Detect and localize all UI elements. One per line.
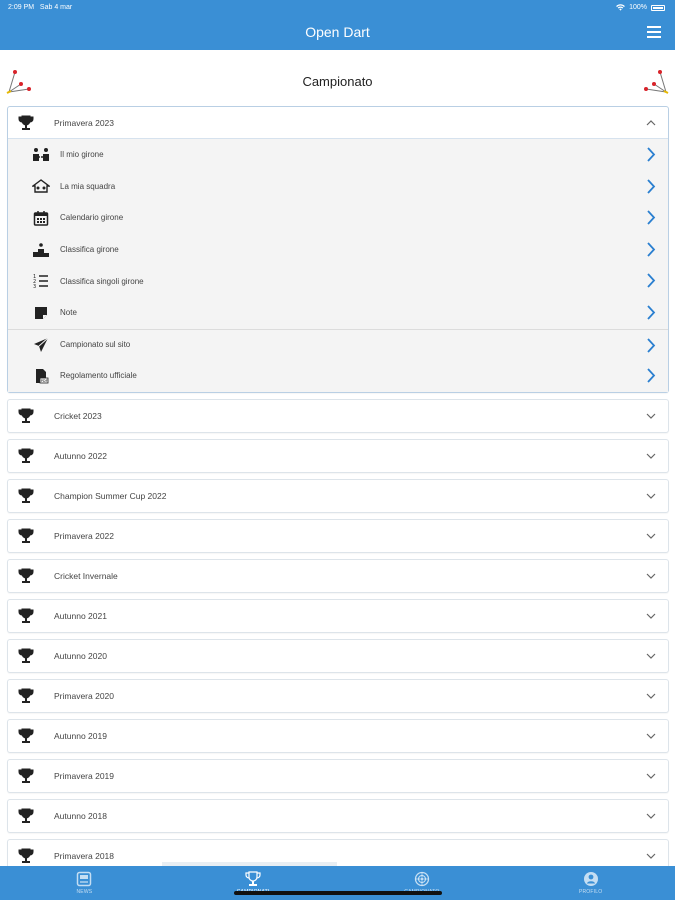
championship-label: Primavera 2023 bbox=[54, 117, 115, 128]
trophy-icon bbox=[17, 447, 35, 465]
submenu-label: Il mio girone bbox=[60, 150, 104, 160]
chevron-right-icon bbox=[646, 273, 656, 288]
trophy-icon bbox=[17, 727, 35, 745]
hamburger-menu-button[interactable] bbox=[647, 26, 661, 38]
championship-label: Champion Summer Cup 2022 bbox=[54, 490, 167, 501]
championship-header[interactable] bbox=[8, 400, 668, 432]
championship-card-expanded bbox=[7, 106, 669, 393]
chevron-right-icon bbox=[646, 210, 656, 225]
trophy-icon bbox=[245, 871, 261, 887]
championship-header[interactable] bbox=[8, 520, 668, 552]
chevron-down-icon bbox=[646, 851, 656, 861]
trophy-icon bbox=[17, 647, 35, 665]
page-header bbox=[0, 60, 675, 102]
championship-header[interactable] bbox=[8, 720, 668, 752]
team-icon bbox=[32, 177, 50, 195]
chevron-down-icon bbox=[646, 691, 656, 701]
home-indicator bbox=[234, 891, 442, 895]
championship-header[interactable] bbox=[8, 480, 668, 512]
submenu-label: Note bbox=[60, 308, 77, 318]
svg-text:PDF: PDF bbox=[40, 378, 48, 383]
chevron-down-icon bbox=[646, 771, 656, 781]
status-date: Sab 4 mar bbox=[39, 4, 73, 11]
note-icon bbox=[32, 304, 50, 322]
submenu-label: Calendario girone bbox=[60, 213, 124, 223]
championship-card bbox=[7, 439, 669, 473]
championship-header[interactable] bbox=[8, 680, 668, 712]
chevron-right-icon bbox=[646, 368, 656, 383]
trophy-icon bbox=[17, 407, 35, 425]
trophy-icon bbox=[17, 527, 35, 545]
tab-news[interactable] bbox=[0, 866, 169, 900]
chevron-down-icon bbox=[646, 811, 656, 821]
championship-label: Autunno 2019 bbox=[54, 730, 107, 741]
championship-card bbox=[7, 479, 669, 513]
submenu-label: Classifica singoli girone bbox=[60, 276, 144, 286]
championship-header[interactable] bbox=[8, 760, 668, 792]
chevron-up-icon bbox=[646, 118, 656, 128]
championship-card bbox=[7, 719, 669, 753]
send-icon bbox=[32, 336, 50, 354]
trophy-icon bbox=[17, 767, 35, 785]
app-title: Open Dart bbox=[305, 24, 370, 40]
chevron-down-icon bbox=[646, 611, 656, 621]
championship-card bbox=[7, 639, 669, 673]
championship-label: Primavera 2019 bbox=[54, 770, 115, 781]
submenu-item-note[interactable] bbox=[8, 297, 668, 329]
chevron-down-icon bbox=[646, 531, 656, 541]
submenu-item-il-mio-girone[interactable] bbox=[8, 139, 668, 171]
championship-label: Primavera 2018 bbox=[54, 850, 115, 861]
podium-icon bbox=[32, 241, 50, 259]
championship-label: Primavera 2022 bbox=[54, 530, 115, 541]
page-title: Campionato bbox=[302, 74, 373, 89]
chevron-right-icon bbox=[646, 242, 656, 257]
dartboard-icon bbox=[414, 871, 430, 887]
ordered-list-icon bbox=[32, 272, 50, 290]
chevron-down-icon bbox=[646, 651, 656, 661]
submenu-item-campionato-sul-sito[interactable] bbox=[8, 329, 668, 361]
championship-card bbox=[7, 399, 669, 433]
status-bar bbox=[0, 0, 675, 18]
status-time: 2:09 PM bbox=[8, 4, 35, 11]
chevron-right-icon bbox=[646, 305, 656, 320]
championship-label: Autunno 2020 bbox=[54, 650, 107, 661]
submenu-label: Classifica girone bbox=[60, 245, 119, 255]
tab-label: PROFILO bbox=[578, 889, 603, 895]
submenu-label: Campionato sul sito bbox=[60, 340, 131, 350]
championship-header[interactable] bbox=[8, 440, 668, 472]
tab-label: NEWS bbox=[76, 889, 93, 895]
chevron-right-icon bbox=[646, 179, 656, 194]
championship-label: Autunno 2018 bbox=[54, 810, 107, 821]
tab-profilo[interactable] bbox=[506, 866, 675, 900]
collapsed-championship-cards bbox=[7, 399, 669, 873]
submenu-label: Regolamento ufficiale bbox=[60, 371, 137, 381]
submenu-item-regolamento-ufficiale[interactable] bbox=[8, 360, 668, 392]
championship-header[interactable] bbox=[8, 560, 668, 592]
championship-label: Primavera 2020 bbox=[54, 690, 115, 701]
profile-icon bbox=[583, 871, 599, 887]
trophy-icon bbox=[17, 687, 35, 705]
trophy-icon bbox=[17, 487, 35, 505]
submenu-item-calendario-girone[interactable] bbox=[8, 202, 668, 234]
chevron-right-icon bbox=[646, 147, 656, 162]
battery-percent: 100% bbox=[629, 4, 647, 11]
championship-card bbox=[7, 759, 669, 793]
submenu-label: La mia squadra bbox=[60, 181, 116, 191]
championship-header[interactable] bbox=[8, 640, 668, 672]
championship-label: Cricket 2023 bbox=[54, 410, 102, 421]
trophy-icon bbox=[17, 607, 35, 625]
group-icon bbox=[32, 146, 50, 164]
chevron-down-icon bbox=[646, 571, 656, 581]
submenu-item-classifica-singoli-girone[interactable] bbox=[8, 265, 668, 297]
chevron-down-icon bbox=[646, 491, 656, 501]
svg-text:1: 1 bbox=[33, 274, 37, 281]
championship-card bbox=[7, 599, 669, 633]
championship-header-primavera-2023[interactable] bbox=[8, 107, 668, 139]
submenu-item-classifica-girone[interactable] bbox=[8, 234, 668, 266]
championship-label: Cricket Invernale bbox=[54, 570, 118, 581]
chevron-down-icon bbox=[646, 451, 656, 461]
submenu-item-la-mia-squadra[interactable] bbox=[8, 171, 668, 203]
darts-icon bbox=[642, 66, 670, 94]
championship-header[interactable] bbox=[8, 800, 668, 832]
trophy-icon bbox=[17, 807, 35, 825]
trophy-icon bbox=[17, 567, 35, 585]
pdf-document-icon bbox=[32, 367, 50, 385]
chevron-right-icon bbox=[646, 338, 656, 353]
svg-text:3: 3 bbox=[33, 284, 37, 290]
championship-card bbox=[7, 799, 669, 833]
calendar-icon bbox=[32, 209, 50, 227]
championship-card bbox=[7, 679, 669, 713]
trophy-icon bbox=[17, 114, 35, 132]
app-bar bbox=[0, 0, 675, 50]
championship-label: Autunno 2022 bbox=[54, 450, 107, 461]
trophy-icon bbox=[17, 847, 35, 865]
championship-card bbox=[7, 519, 669, 553]
championship-list bbox=[7, 106, 669, 879]
chevron-down-icon bbox=[646, 731, 656, 741]
svg-text:2: 2 bbox=[33, 279, 37, 286]
battery-icon bbox=[651, 5, 665, 11]
championship-card bbox=[7, 559, 669, 593]
wifi-icon bbox=[616, 4, 625, 11]
championship-label: Autunno 2021 bbox=[54, 610, 107, 621]
news-icon bbox=[76, 871, 92, 887]
chevron-down-icon bbox=[646, 411, 656, 421]
championship-submenu bbox=[8, 139, 668, 392]
championship-header[interactable] bbox=[8, 600, 668, 632]
